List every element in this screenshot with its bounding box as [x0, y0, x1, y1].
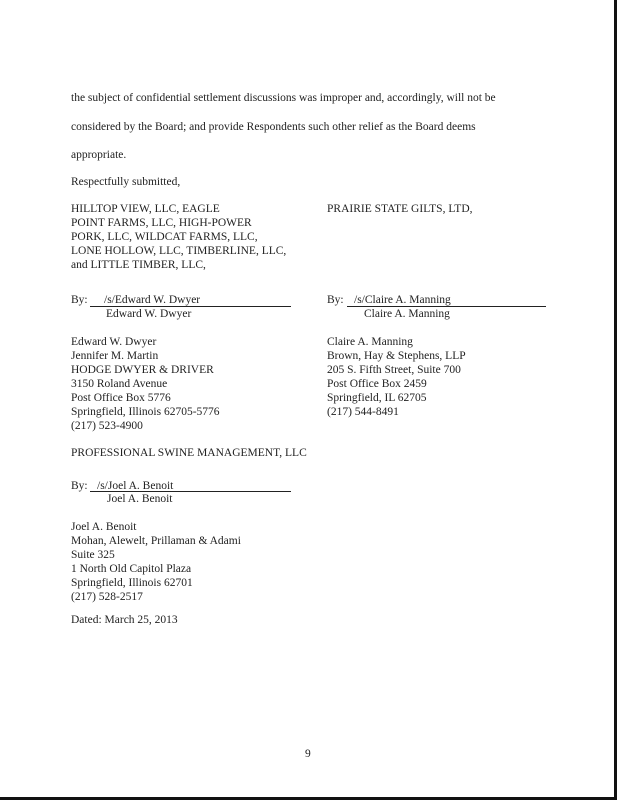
benoit-signature: /s/Joel A. Benoit	[97, 480, 174, 492]
manning-by-label: By:	[327, 294, 344, 306]
respondents-party-block	[71, 202, 286, 272]
party-line: HILLTOP VIEW, LLC, EAGLE	[71, 203, 220, 215]
address-line: (217) 528-2517	[71, 591, 143, 603]
body-line-2: considered by the Board; and provide Respondents such other relief as the Board deems	[71, 121, 476, 133]
dwyer-signature: /s/Edward W. Dwyer	[104, 294, 201, 306]
address-line: Post Office Box 5776	[71, 392, 171, 404]
address-line: 205 S. Fifth Street, Suite 700	[327, 364, 461, 376]
address-line: Springfield, IL 62705	[327, 392, 427, 404]
party-line: PORK, LLC, WILDCAT FARMS, LLC,	[71, 231, 258, 243]
address-line: (217) 523-4900	[71, 420, 143, 432]
address-line: Mohan, Alewelt, Prillaman & Adami	[71, 535, 241, 547]
address-line: Jennifer M. Martin	[71, 350, 159, 362]
address-line: Edward W. Dwyer	[71, 336, 157, 348]
address-line: Springfield, Illinois 62705-5776	[71, 406, 220, 418]
address-line: (217) 544-8491	[327, 406, 399, 418]
dwyer-address-block	[71, 335, 220, 433]
address-line: Joel A. Benoit	[71, 521, 137, 533]
body-line-3: appropriate.	[71, 149, 127, 161]
address-line: Post Office Box 2459	[327, 378, 427, 390]
manning-address-block	[327, 335, 466, 419]
benoit-address-block	[71, 520, 241, 604]
professional-swine-party: PROFESSIONAL SWINE MANAGEMENT, LLC	[71, 447, 307, 459]
benoit-printed-name: Joel A. Benoit	[107, 493, 173, 505]
address-line: Springfield, Illinois 62701	[71, 577, 193, 589]
dwyer-printed-name: Edward W. Dwyer	[106, 308, 192, 320]
page-number: 9	[305, 748, 311, 760]
prairie-state-party: PRAIRIE STATE GILTS, LTD,	[327, 203, 473, 215]
benoit-by-label: By:	[71, 480, 88, 492]
manning-signature: /s/Claire A. Manning	[354, 294, 451, 306]
address-line: Brown, Hay & Stephens, LLP	[327, 350, 466, 362]
manning-printed-name: Claire A. Manning	[364, 308, 450, 320]
dwyer-by-label: By:	[71, 294, 88, 306]
party-line: LONE HOLLOW, LLC, TIMBERLINE, LLC,	[71, 245, 287, 257]
party-line: and LITTLE TIMBER, LLC,	[71, 259, 206, 271]
party-line: POINT FARMS, LLC, HIGH-POWER	[71, 217, 252, 229]
address-line: Suite 325	[71, 549, 115, 561]
address-line: 3150 Roland Avenue	[71, 378, 168, 390]
dated-line: Dated: March 25, 2013	[71, 614, 178, 626]
closing: Respectfully submitted,	[71, 176, 181, 188]
address-line: 1 North Old Capitol Plaza	[71, 563, 192, 575]
body-line-1: the subject of confidential settlement discussions was improper and, accordingly, will not be	[71, 92, 496, 104]
address-line: HODGE DWYER & DRIVER	[71, 364, 214, 376]
address-line: Claire A. Manning	[327, 336, 413, 348]
